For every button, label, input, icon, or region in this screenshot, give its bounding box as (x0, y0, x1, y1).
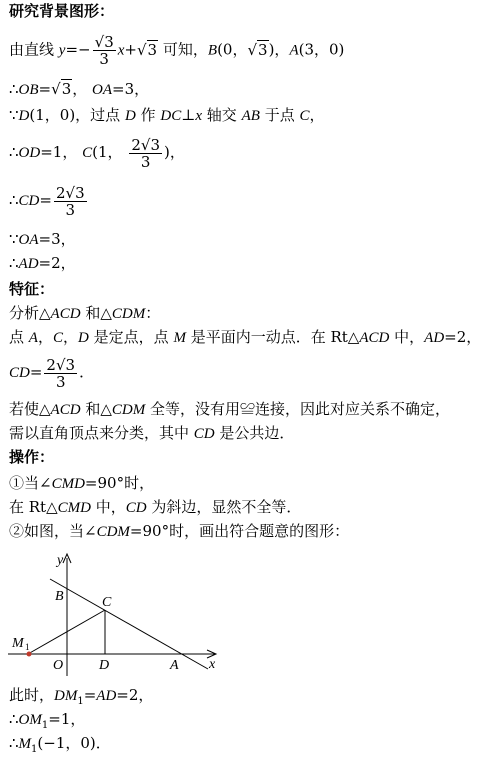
tri-CDM: CDM (111, 306, 146, 322)
radicand: 3 (75, 183, 85, 202)
because: ∵ (9, 106, 19, 124)
text: ②如图，当∠ (9, 522, 97, 540)
denominator: 3 (55, 372, 66, 391)
text: (1，0)，过点 (29, 106, 121, 124)
given-line-text (9, 34, 344, 67)
text: ①当∠ (9, 474, 52, 492)
point-A: A (289, 42, 299, 59)
line-analyze (9, 304, 160, 323)
subscript: 1 (31, 744, 38, 755)
label-A: A (170, 658, 179, 673)
text: 需以直角顶点来分类，其中 (9, 424, 190, 442)
denominator: 3 (140, 152, 151, 171)
point-D: D (18, 108, 30, 124)
sqrt-3: √3 (247, 40, 268, 59)
fraction-sqrt3-over-3: $\frac{√3}{3}$ (94, 33, 114, 68)
label-B: B (55, 589, 64, 604)
text: 若使△ (9, 400, 51, 418)
line-cd-value (9, 352, 94, 393)
label-x: x (209, 657, 216, 672)
label-y: y (57, 553, 64, 568)
text: 是平面内一动点．在 Rt△ (190, 328, 360, 346)
line-oa (9, 230, 76, 249)
minus: − (78, 40, 91, 59)
section-title-feature: 特征： (9, 280, 55, 298)
seg-AD: AD (96, 688, 117, 704)
value: =2， (444, 328, 482, 346)
subscript: 1 (41, 720, 49, 731)
coord-A: (3，0) (298, 40, 345, 59)
line-od (9, 132, 185, 173)
tri-ACD: ACD (50, 402, 81, 418)
fraction-2sqrt3-over-3: $\frac{2√3}{3}$ (46, 355, 76, 391)
label-M: M (12, 636, 24, 651)
text: 全等，没有用≌连接，因此对应关系不确定， (150, 400, 451, 418)
text: 为斜边，显然不全等． (151, 498, 302, 516)
radicand: 3 (65, 355, 76, 374)
tri-CMD: CMD (57, 500, 91, 516)
section-title-background: 研究背景图形： (9, 2, 115, 20)
line-d (9, 106, 325, 125)
point-M1-dot (27, 652, 32, 657)
because: ∵ (9, 230, 19, 248)
point-B: B (207, 42, 218, 59)
coord-part: (1， (92, 143, 123, 161)
text: 在 Rt△ (9, 498, 58, 516)
text: =90°时， (84, 474, 155, 492)
fraction-2sqrt3-over-3: $\frac{2√3}{3}$ (55, 183, 85, 219)
denominator: 3 (65, 200, 76, 219)
seg-CD: CD (125, 500, 147, 516)
point-C: C (82, 145, 93, 161)
subscript: 1 (77, 696, 84, 707)
value: =3， (112, 80, 150, 98)
coord: (−1，0)． (37, 734, 111, 752)
var-x: x (195, 108, 203, 124)
line-congruent (9, 400, 450, 419)
perp: ⊥ (181, 106, 196, 124)
text: 轴交 (206, 106, 237, 124)
sqrt-3: √3 (51, 80, 72, 98)
equals: = (65, 40, 79, 59)
value: =2， (38, 254, 76, 272)
coef: 2 (55, 183, 66, 202)
seg-CD: CD (18, 193, 40, 209)
equals: = (38, 80, 52, 98)
equals: = (29, 363, 43, 381)
seg-OM: OM (18, 712, 42, 728)
line-ob (9, 80, 149, 99)
line-classify (9, 424, 294, 443)
text-prefix: 由直线 (9, 40, 55, 59)
sqrt-3: √3 (136, 40, 158, 59)
line-points (9, 328, 481, 347)
angle-CDM: CDM (96, 524, 130, 540)
line-ad (9, 254, 76, 273)
var-y: y (58, 42, 66, 59)
section-title-operation: 操作： (9, 448, 55, 466)
label-O: O (53, 658, 64, 673)
text: 中， (95, 498, 126, 516)
value: =2， (116, 686, 154, 704)
text: 分析△ (9, 304, 51, 322)
text: =90°时，画出符合题意的图形： (129, 522, 350, 540)
equals: = (83, 686, 97, 704)
text: 和△ (85, 304, 112, 322)
value: =1， (40, 143, 78, 161)
point-A: A (28, 330, 38, 346)
seg-CD: CD (9, 365, 30, 381)
coord-part: (0， (217, 40, 248, 59)
therefore: ∴ (9, 143, 19, 161)
coord-part: )， (268, 40, 290, 59)
radicand: 3 (104, 33, 114, 51)
seg-AB: AB (241, 108, 260, 124)
text: ， (63, 328, 79, 346)
seg-OD: OD (18, 145, 41, 161)
sep: ， (72, 80, 88, 98)
text: ， (37, 328, 53, 346)
text: 中， (394, 328, 425, 346)
value: =1， (48, 710, 86, 728)
seg-AD: AD (424, 330, 445, 346)
point-D: D (78, 330, 89, 346)
line-result2 (9, 710, 85, 735)
seg-CD: CD (193, 426, 215, 442)
seg-OA: OA (92, 82, 113, 98)
line-result3 (9, 734, 111, 759)
seg-AD: AD (18, 256, 39, 272)
seg-OA: OA (18, 232, 39, 248)
text: 于点 (264, 106, 295, 124)
therefore: ∴ (9, 710, 19, 728)
therefore: ∴ (9, 254, 19, 272)
line-result1 (9, 686, 153, 711)
text: 此时， (9, 686, 55, 704)
text: 和△ (85, 400, 112, 418)
seg-DC: DC (160, 108, 182, 124)
tri-CDM: CDM (111, 402, 146, 418)
coef: 2 (131, 135, 141, 154)
point-M: M (173, 330, 186, 346)
text-suffix: 可知， (162, 40, 208, 59)
text: 是公共边． (219, 424, 295, 442)
therefore: ∴ (9, 191, 19, 209)
point-D: D (124, 108, 136, 124)
line-case1 (9, 474, 154, 493)
fraction-2sqrt3-over-3: $\frac{2√3}{3}$ (131, 135, 160, 171)
equals: = (39, 191, 52, 209)
point-C: C (52, 330, 63, 346)
line-AB (50, 579, 208, 669)
line-cd (9, 180, 89, 221)
geometry-diagram (0, 548, 240, 678)
seg-DM: DM (54, 688, 78, 704)
line-case1b (9, 498, 301, 517)
denominator: 3 (99, 50, 109, 68)
label-C: C (102, 595, 112, 610)
text: ： (145, 304, 161, 322)
value: =3， (38, 230, 76, 248)
radicand: 3 (150, 135, 160, 154)
text: 作 (140, 106, 156, 124)
point-C: C (299, 108, 310, 124)
label-M-subscript: 1 (25, 642, 30, 652)
text: 是定点，点 (93, 328, 169, 346)
line-case2 (9, 522, 349, 541)
angle-CMD: CMD (51, 476, 85, 492)
coord-part: )， (163, 143, 185, 161)
therefore: ∴ (9, 734, 19, 752)
plus: + (124, 40, 137, 59)
text: 点 (9, 328, 25, 346)
tri-ACD: ACD (50, 306, 81, 322)
seg-OB: OB (18, 82, 39, 98)
label-D: D (99, 658, 110, 673)
var-x: x (117, 42, 125, 59)
tri-ACD: ACD (359, 330, 390, 346)
point-M: M (18, 736, 32, 752)
text: ， (309, 106, 325, 124)
therefore: ∴ (9, 80, 19, 98)
period: ． (79, 363, 95, 381)
coef: 2 (46, 355, 56, 374)
